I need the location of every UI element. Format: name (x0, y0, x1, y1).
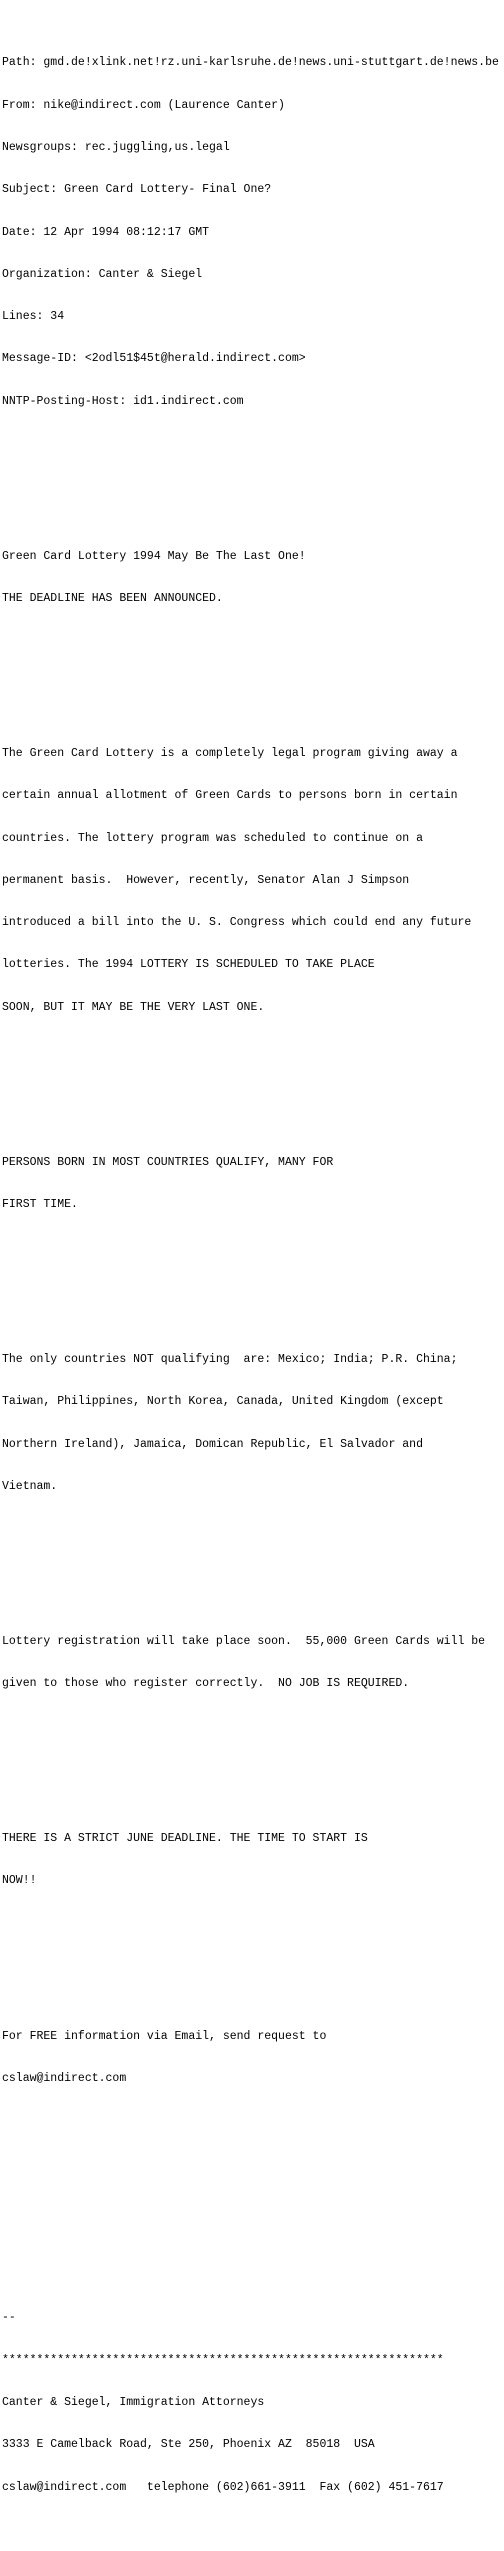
signature-line: Canter & Siegel, Immigration Attorneys (2, 2395, 265, 2409)
blank-line (2, 1748, 504, 1762)
signature-block (2, 2283, 504, 2523)
body-line: FIRST TIME. (2, 1197, 78, 1211)
paragraph-lottery-description (2, 719, 504, 1043)
signature-line: 3333 E Camelback Road, Ste 250, Phoenix AZ 85018 USA (2, 2438, 375, 2452)
signature-line: cslaw@indirect.com telephone (602)661-3911 Fax (602) 451-7617 (2, 2480, 444, 2494)
blank-line (2, 1071, 504, 1085)
body-line: For FREE information via Email, send request to (2, 2029, 327, 2043)
paragraph-qualify (2, 1128, 504, 1241)
body-line: THERE IS A STRICT JUNE DEADLINE. THE TIME TO START IS (2, 1832, 368, 1846)
header-lines: Lines: 34 (2, 310, 65, 324)
paragraph-contact (2, 2001, 504, 2114)
body-line: given to those who register correctly. NO JOB IS REQUIRED. (2, 1677, 410, 1691)
paragraph-excluded-countries (2, 1325, 504, 1522)
paragraph-deadline (2, 1804, 504, 1917)
body-line: SOON, BUT IT MAY BE THE VERY LAST ONE. (2, 1000, 265, 1014)
paragraph-registration (2, 1607, 504, 1720)
header-subject: Subject: Green Card Lottery- Final One? (2, 183, 272, 197)
blank-line (2, 1268, 504, 1282)
title-line: THE DEADLINE HAS BEEN ANNOUNCED. (2, 591, 223, 605)
header-from: From: nike@indirect.com (Laurence Canter) (2, 98, 285, 112)
body-line: permanent basis. However, recently, Senator Alan J Simpson (2, 873, 410, 887)
header-message-id: Message-ID: <2odl51$45t@herald.indirect.com> (2, 352, 306, 366)
body-line: Taiwan, Philippines, North Korea, Canada, United Kingdom (except (2, 1395, 444, 1409)
body-line: The only countries NOT qualifying are: Mexico; India; P.R. China; (2, 1353, 458, 1366)
title-line: Green Card Lottery 1994 May Be The Last One! (2, 549, 306, 563)
body-line: lotteries. The 1994 LOTTERY IS SCHEDULED TO TAKE PLACE (2, 958, 375, 972)
header-path: Path: gmd.de!xlink.net!rz.uni-karlsruhe.de!news.uni-stuttgart.de!news.be (2, 56, 499, 70)
signature-rule: **************************************************************** (2, 2353, 444, 2367)
message-title (2, 521, 504, 634)
blank-line (2, 2185, 504, 2199)
body-line: The Green Card Lottery is a completely legal program giving away a (2, 746, 458, 760)
header-newsgroups: Newsgroups: rec.juggling,us.legal (2, 140, 230, 154)
signature-delimiter: -- (2, 2311, 16, 2325)
message-headers (2, 28, 504, 437)
blank-line (2, 465, 504, 479)
blank-line (2, 2227, 504, 2241)
header-date: Date: 12 Apr 1994 08:12:17 GMT (2, 225, 210, 239)
blank-line (2, 1945, 504, 1959)
body-line: Lottery registration will take place soon. 55,000 Green Cards will be (2, 1634, 486, 1648)
header-nntp-posting-host: NNTP-Posting-Host: id1.indirect.com (2, 394, 244, 408)
body-line: introduced a bill into the U. S. Congress which could end any future (2, 916, 472, 930)
body-line: Northern Ireland), Jamaica, Domican Republic, El Salvador and (2, 1437, 423, 1451)
body-line: countries. The lottery program was scheduled to continue on a (2, 831, 423, 845)
blank-line (2, 662, 504, 676)
body-line: certain annual allotment of Green Cards to persons born in certain (2, 789, 458, 803)
blank-line (2, 2142, 504, 2156)
body-line: cslaw@indirect.com (2, 2071, 127, 2085)
body-line: NOW!! (2, 1874, 37, 1888)
body-line: PERSONS BORN IN MOST COUNTRIES QUALIFY, MANY FOR (2, 1155, 334, 1169)
header-organization: Organization: Canter & Siegel (2, 267, 203, 281)
body-line: Vietnam. (2, 1479, 58, 1493)
blank-line (2, 1550, 504, 1564)
